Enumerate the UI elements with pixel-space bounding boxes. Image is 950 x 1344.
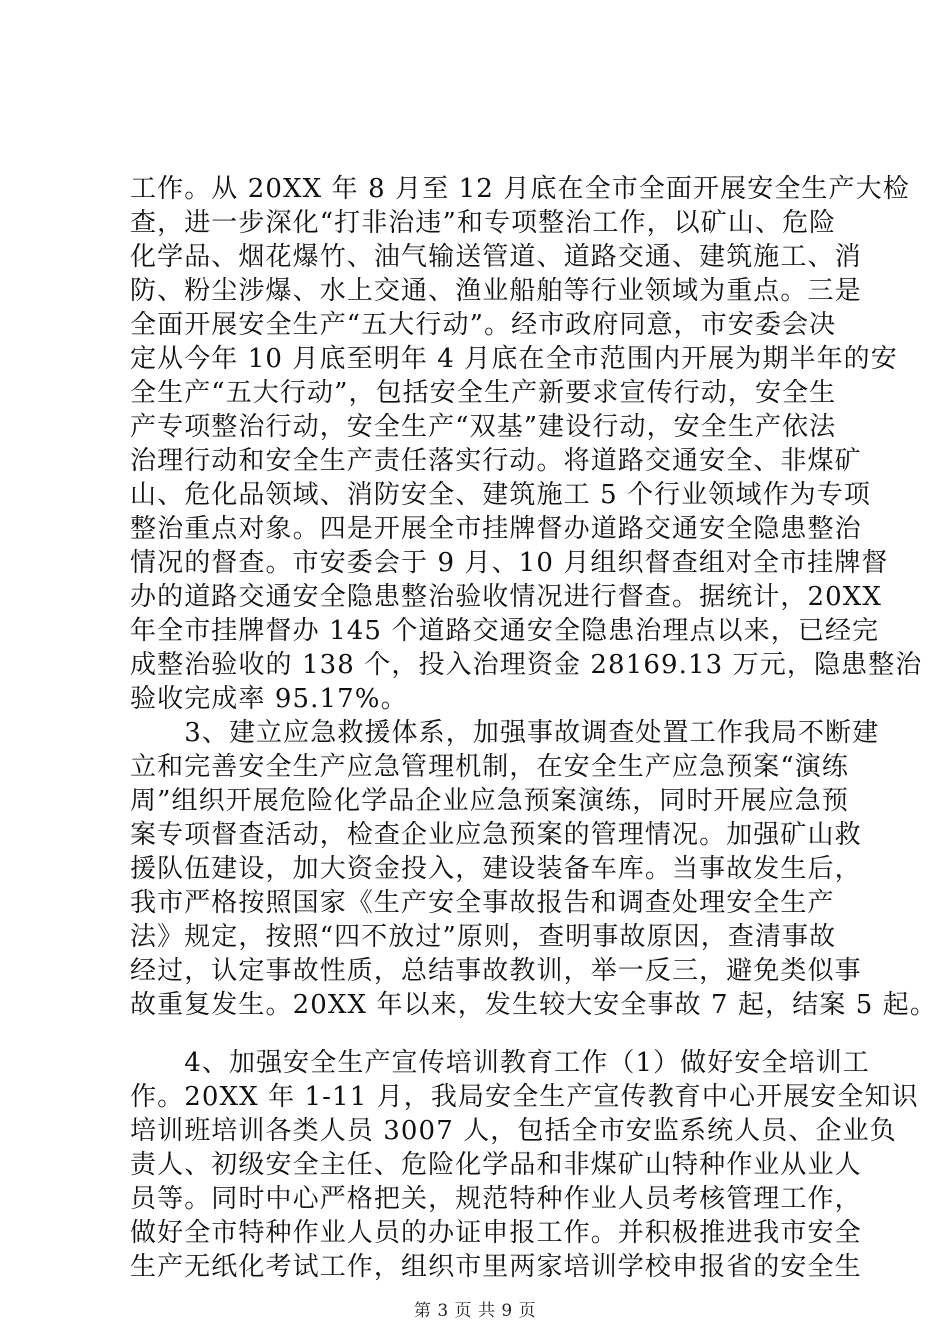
body-text-line: 年全市挂牌督办 145 个道路交通安全隐患治理点以来，已经完 [130, 616, 880, 646]
body-text-line: 验收完成率 95.17%。 [130, 684, 408, 714]
body-text-line: 化学品、烟花爆竹、油气输送管道、道路交通、建筑施工、消 [130, 242, 862, 272]
body-text-line: 3、建立应急救援体系，加强事故调查处置工作我局不断建 [130, 718, 880, 748]
body-text-line: 工作。从 20XX 年 8 月至 12 月底在全市全面开展安全生产大检 [130, 174, 910, 204]
body-text-line: 培训班培训各类人员 3007 人，包括全市安监系统人员、企业负 [130, 1116, 897, 1146]
body-text-line: 责人、初级安全主任、危险化学品和非煤矿山特种作业从业人 [130, 1150, 862, 1180]
body-text-line: 山、危化品领域、消防安全、建筑施工 5 个行业领域作为专项 [130, 480, 871, 510]
body-text-line: 经过，认定事故性质，总结事故教训，举一反三，避免类似事 [130, 956, 862, 986]
body-text-line: 治理行动和安全生产责任落实行动。将道路交通安全、非煤矿 [130, 446, 862, 476]
body-text-line: 定从今年 10 月底至明年 4 月底在全市范围内开展为期半年的安 [130, 344, 898, 374]
body-text-line: 全生产“五大行动”，包括安全生产新要求宣传行动，安全生 [130, 378, 837, 408]
body-text-line: 办的道路交通安全隐患整治验收情况进行督查。据统计，20XX [130, 582, 883, 612]
body-text-line: 我市严格按照国家《生产安全事故报告和调查处理安全生产 [130, 888, 835, 918]
body-text-line: 援队伍建设，加大资金投入，建设装备车库。当事故发生后， [130, 854, 862, 884]
body-text-line: 立和完善安全生产应急管理机制，在安全生产应急预案“演练 [130, 752, 849, 782]
body-text-line: 生产无纸化考试工作，组织市里两家培训学校申报省的安全生 [130, 1252, 862, 1282]
page-number-footer: 第 3 页 共 9 页 [413, 1301, 537, 1321]
body-text-line: 故重复发生。20XX 年以来，发生较大安全事故 7 起，结案 5 起。 [130, 990, 938, 1020]
body-text-line: 全面开展安全生产“五大行动”。经市政府同意，市安委会决 [130, 310, 837, 340]
body-text-line: 情况的督查。市安委会于 9 月、10 月组织督查组对全市挂牌督 [130, 548, 889, 578]
body-text-line: 防、粉尘涉爆、水上交通、渔业船舶等行业领域为重点。三是 [130, 276, 862, 306]
body-text-line: 员等。同时中心严格把关，规范特种作业人员考核管理工作， [130, 1184, 862, 1214]
body-text-line: 产专项整治行动，安全生产“双基”建设行动，安全生产依法 [130, 412, 837, 442]
body-text-line: 查，进一步深化“打非治违”和专项整治工作，以矿山、危险 [130, 208, 837, 238]
body-text-line: 做好全市特种作业人员的办证申报工作。并积极推进我市安全 [130, 1218, 862, 1248]
body-text-line: 成整治验收的 138 个，投入治理资金 28169.13 万元，隐患整治 [130, 650, 923, 680]
body-text-line: 周”组织开展危险化学品企业应急预案演练，同时开展应急预 [130, 786, 849, 816]
body-text-line: 整治重点对象。四是开展全市挂牌督办道路交通安全隐患整治 [130, 514, 862, 544]
body-text-line: 4、加强安全生产宣传培训教育工作（1）做好安全培训工 [130, 1048, 870, 1078]
body-text-line: 法》规定，按照“四不放过”原则，查明事故原因，查清事故 [130, 922, 837, 952]
body-text-line: 作。20XX 年 1-11 月，我局安全生产宣传教育中心开展安全知识 [130, 1082, 919, 1112]
body-text-line: 案专项督查活动，检查企业应急预案的管理情况。加强矿山救 [130, 820, 862, 850]
